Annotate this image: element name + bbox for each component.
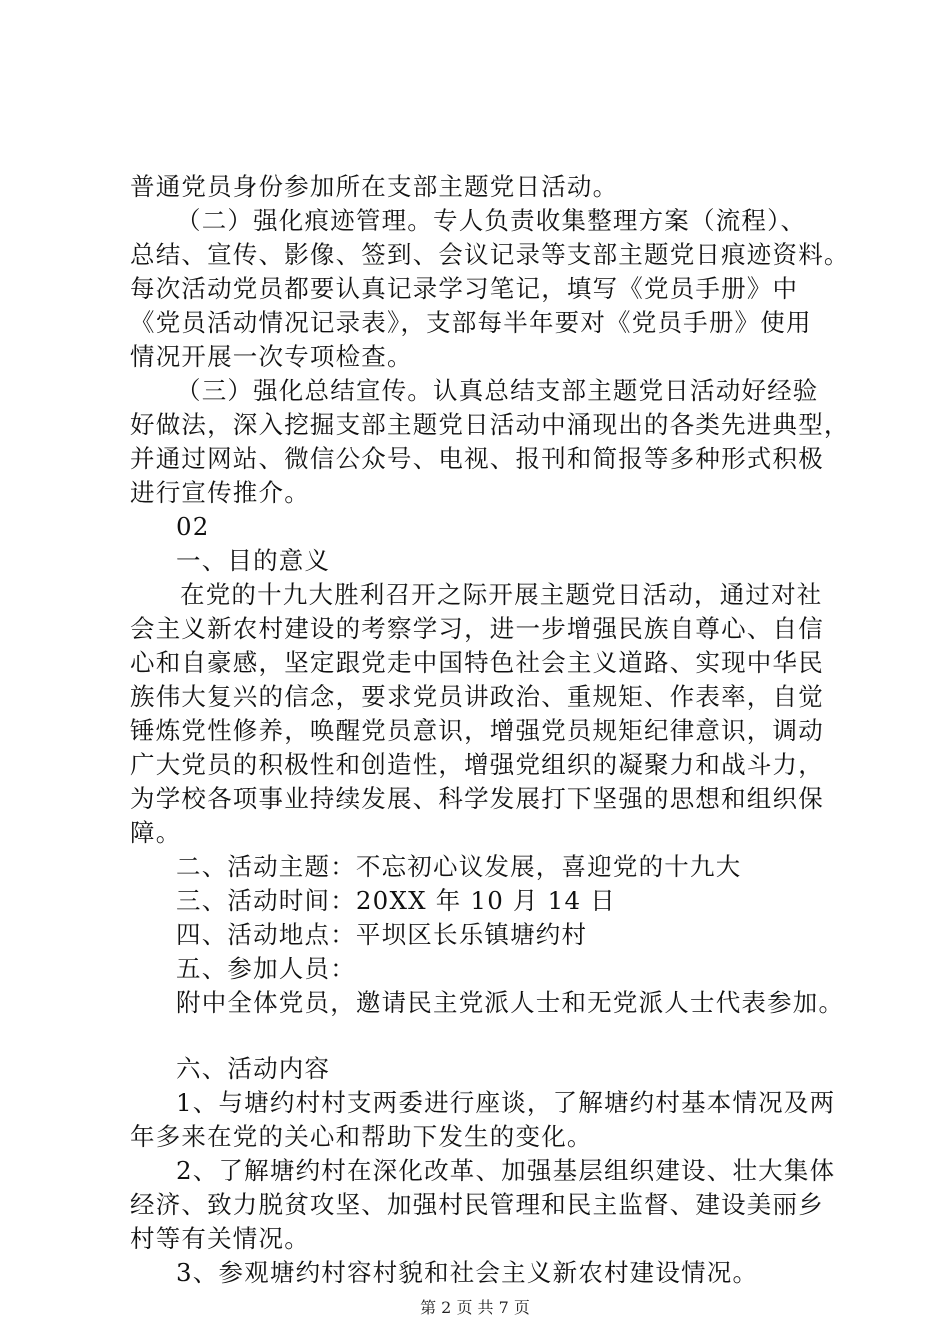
- heading-location: 四、活动地点：平坝区长乐镇塘约村: [176, 920, 588, 949]
- body-line: 附中全体党员，邀请民主党派人士和无党派人士代表参加。: [176, 988, 845, 1017]
- part-number: 02: [176, 512, 210, 541]
- body-line: 障。: [130, 818, 182, 847]
- body-line: 情况开展一次专项检查。: [130, 342, 413, 371]
- body-line: 《党员活动情况记录表》，支部每半年要对《党员手册》使用: [130, 308, 812, 337]
- body-line: 年多来在党的关心和帮助下发生的变化。: [130, 1122, 593, 1151]
- list-item: 1、与塘约村村支两委进行座谈，了解塘约村基本情况及两: [176, 1088, 836, 1117]
- section-heading-traces: （二）强化痕迹管理。专人负责收集整理方案（流程）、: [176, 206, 807, 235]
- heading-time: 三、活动时间：20XX 年 10 月 14 日: [176, 886, 616, 915]
- heading-participants: 五、参加人员：: [176, 954, 356, 983]
- heading-purpose: 一、目的意义: [176, 546, 331, 575]
- body-line: 经济、致力脱贫攻坚、加强村民管理和民主监督、建设美丽乡: [130, 1190, 824, 1219]
- body-line: 会主义新农村建设的考察学习，进一步增强民族自尊心、自信: [130, 614, 824, 643]
- section-heading-publicity: （三）强化总结宣传。认真总结支部主题党日活动好经验: [176, 376, 819, 405]
- body-line: 进行宣传推介。: [130, 478, 310, 507]
- list-item: 2、了解塘约村在深化改革、加强基层组织建设、壮大集体: [176, 1156, 836, 1185]
- body-line: 并通过网站、微信公众号、电视、报刊和简报等多种形式积极: [130, 444, 824, 473]
- list-item: 3、参观塘约村容村貌和社会主义新农村建设情况。: [176, 1258, 759, 1287]
- body-line: 锤炼党性修养，唤醒党员意识，增强党员规矩纪律意识，调动: [130, 716, 824, 745]
- body-line: 好做法，深入挖掘支部主题党日活动中涌现出的各类先进典型，: [130, 410, 850, 439]
- heading-theme: 二、活动主题：不忘初心议发展，喜迎党的十九大: [176, 852, 742, 881]
- body-line: 每次活动党员都要认真记录学习笔记，填写《党员手册》中: [130, 274, 799, 303]
- body-line: 广大党员的积极性和创造性，增强党组织的凝聚力和战斗力，: [130, 750, 824, 779]
- body-line: 族伟大复兴的信念，要求党员讲政治、重规矩、作表率，自觉: [130, 682, 824, 711]
- page-footer: 第 2 页 共 7 页: [420, 1298, 530, 1317]
- body-line: 村等有关情况。: [130, 1224, 310, 1253]
- heading-content: 六、活动内容: [176, 1054, 331, 1083]
- body-line: 心和自豪感，坚定跟党走中国特色社会主义道路、实现中华民: [130, 648, 824, 677]
- body-line: 普通党员身份参加所在支部主题党日活动。: [130, 172, 619, 201]
- body-line: 为学校各项事业持续发展、科学发展打下坚强的思想和组织保: [130, 784, 824, 813]
- body-line: 总结、宣传、影像、签到、会议记录等支部主题党日痕迹资料。: [130, 240, 850, 269]
- body-line: 在党的十九大胜利召开之际开展主题党日活动，通过对社: [180, 580, 823, 609]
